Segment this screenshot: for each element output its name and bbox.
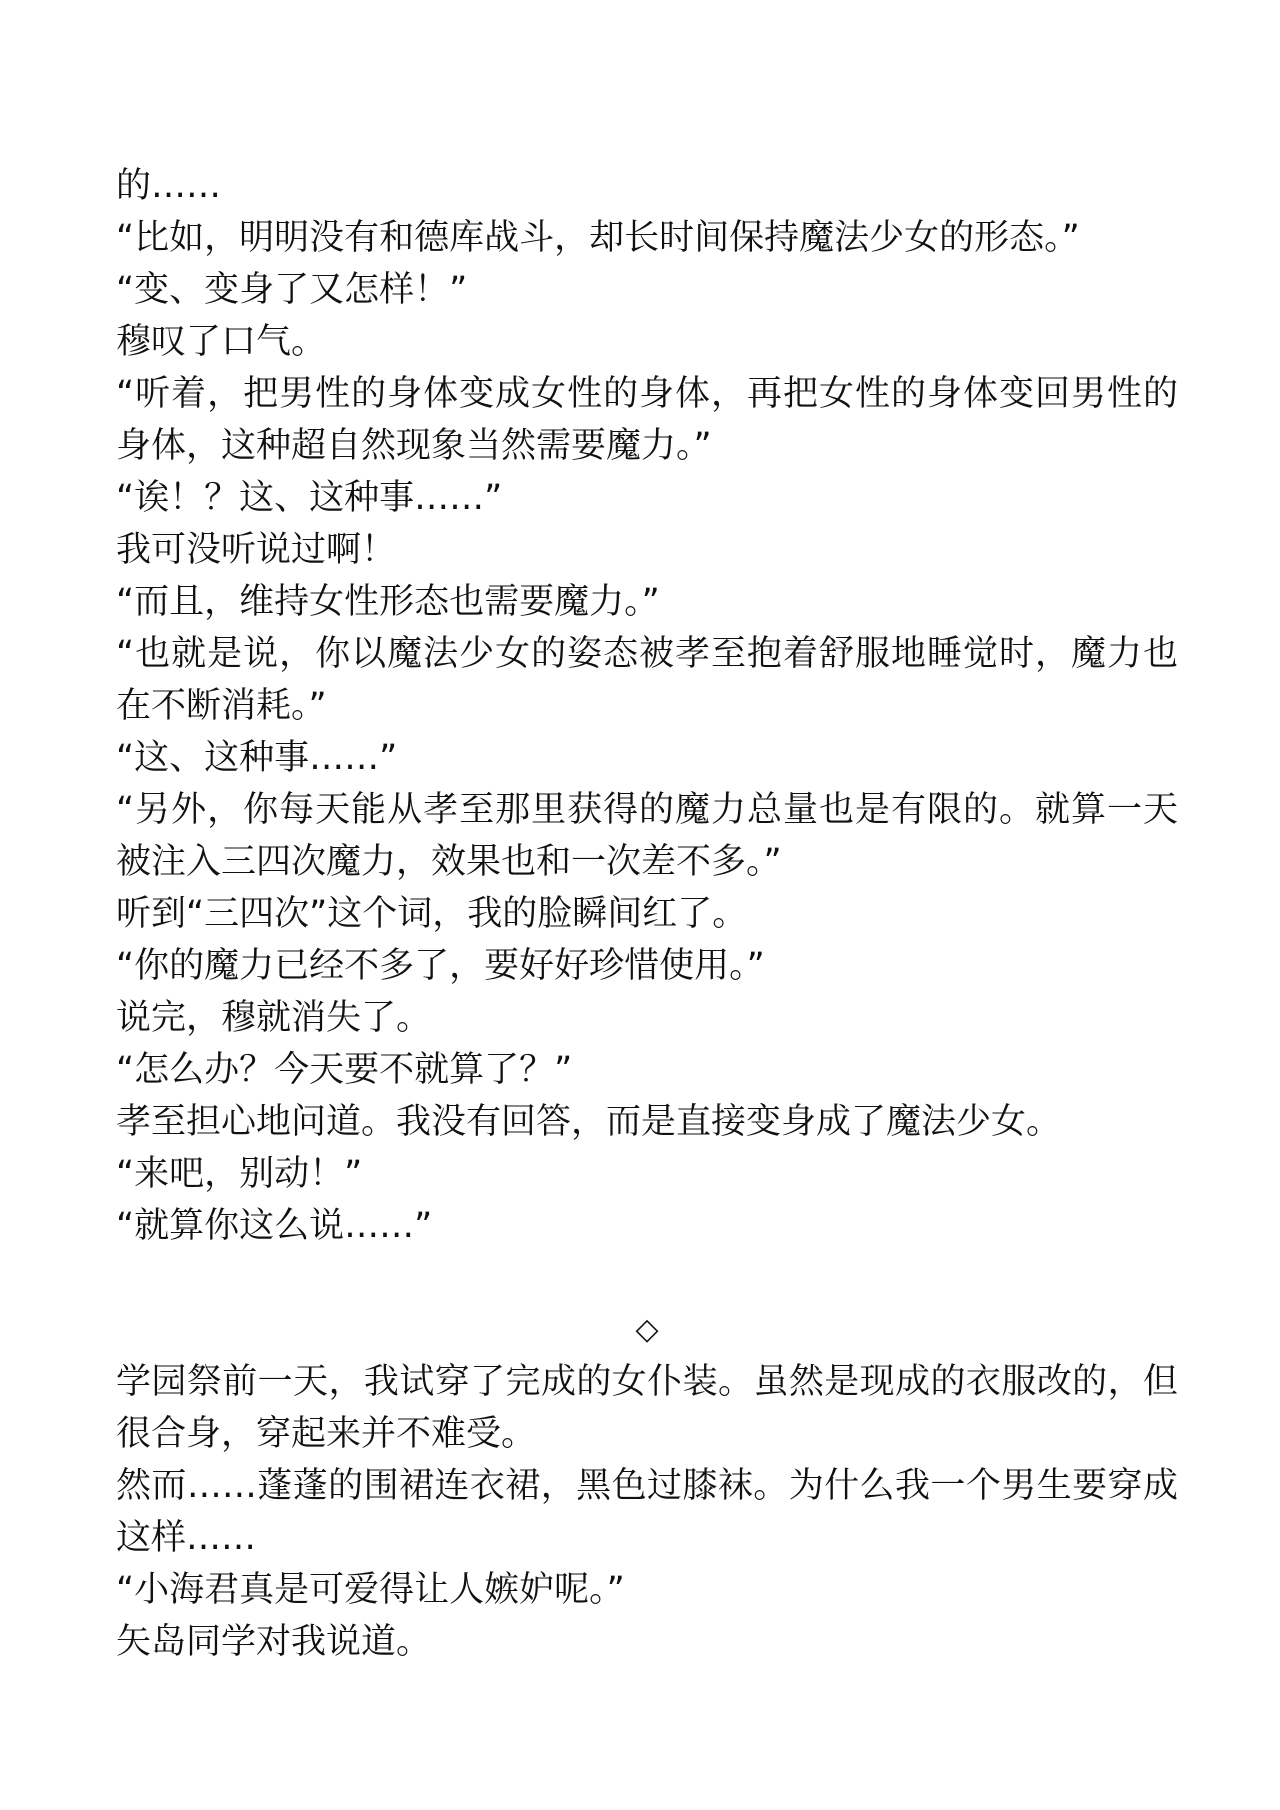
paragraph: 然而……蓬蓬的围裙连衣裙，黑色过膝袜。为什么我一个男生要穿成这样……: [116, 1466, 1178, 1558]
paragraph: “怎么办？今天要不就算了？”: [116, 1050, 573, 1090]
paragraph: 孝至担心地问道。我没有回答，而是直接变身成了魔法少女。: [116, 1102, 1062, 1142]
paragraph: “比如，明明没有和德库战斗，却长时间保持魔法少女的形态。”: [116, 218, 1080, 258]
paragraph: “这、这种事……”: [116, 738, 398, 778]
paragraph: 穆叹了口气。: [116, 322, 327, 362]
paragraph: “小海君真是可爱得让人嫉妒呢。”: [116, 1570, 625, 1610]
paragraph: “就算你这么说……”: [116, 1206, 433, 1246]
paragraph: “另外，你每天能从孝至那里获得的魔力总量也是有限的。就算一天被注入三四次魔力，效果也和一次差不多。”: [116, 790, 1178, 882]
blank-line: [116, 1252, 1178, 1304]
paragraph: 矢岛同学对我说道。: [116, 1622, 432, 1662]
paragraph: 听到“三四次”这个词，我的脸瞬间红了。: [116, 894, 748, 934]
paragraph: “也就是说，你以魔法少女的姿态被孝至抱着舒服地睡觉时，魔力也在不断消耗。”: [116, 634, 1178, 726]
paragraph: “听着，把男性的身体变成女性的身体，再把女性的身体变回男性的身体，这种超自然现象当然需要魔力。”: [116, 374, 1178, 466]
document-page: [116, 160, 1178, 1668]
paragraph: 学园祭前一天，我试穿了完成的女仆装。虽然是现成的衣服改的，但很合身，穿起来并不难受。: [116, 1362, 1178, 1454]
paragraph: 我可没听说过啊！: [116, 530, 397, 570]
paragraph: 的……: [116, 166, 222, 206]
paragraph: 说完，穆就消失了。: [116, 998, 432, 1038]
paragraph: “来吧，别动！”: [116, 1154, 363, 1194]
paragraph: “你的魔力已经不多了，要好好珍惜使用。”: [116, 946, 765, 986]
paragraph: “而且，维持女性形态也需要魔力。”: [116, 582, 660, 622]
paragraph: “变、变身了又怎样！”: [116, 270, 468, 310]
paragraph: “诶！？这、这种事……”: [116, 478, 503, 518]
section-separator: ◇: [635, 1312, 659, 1347]
